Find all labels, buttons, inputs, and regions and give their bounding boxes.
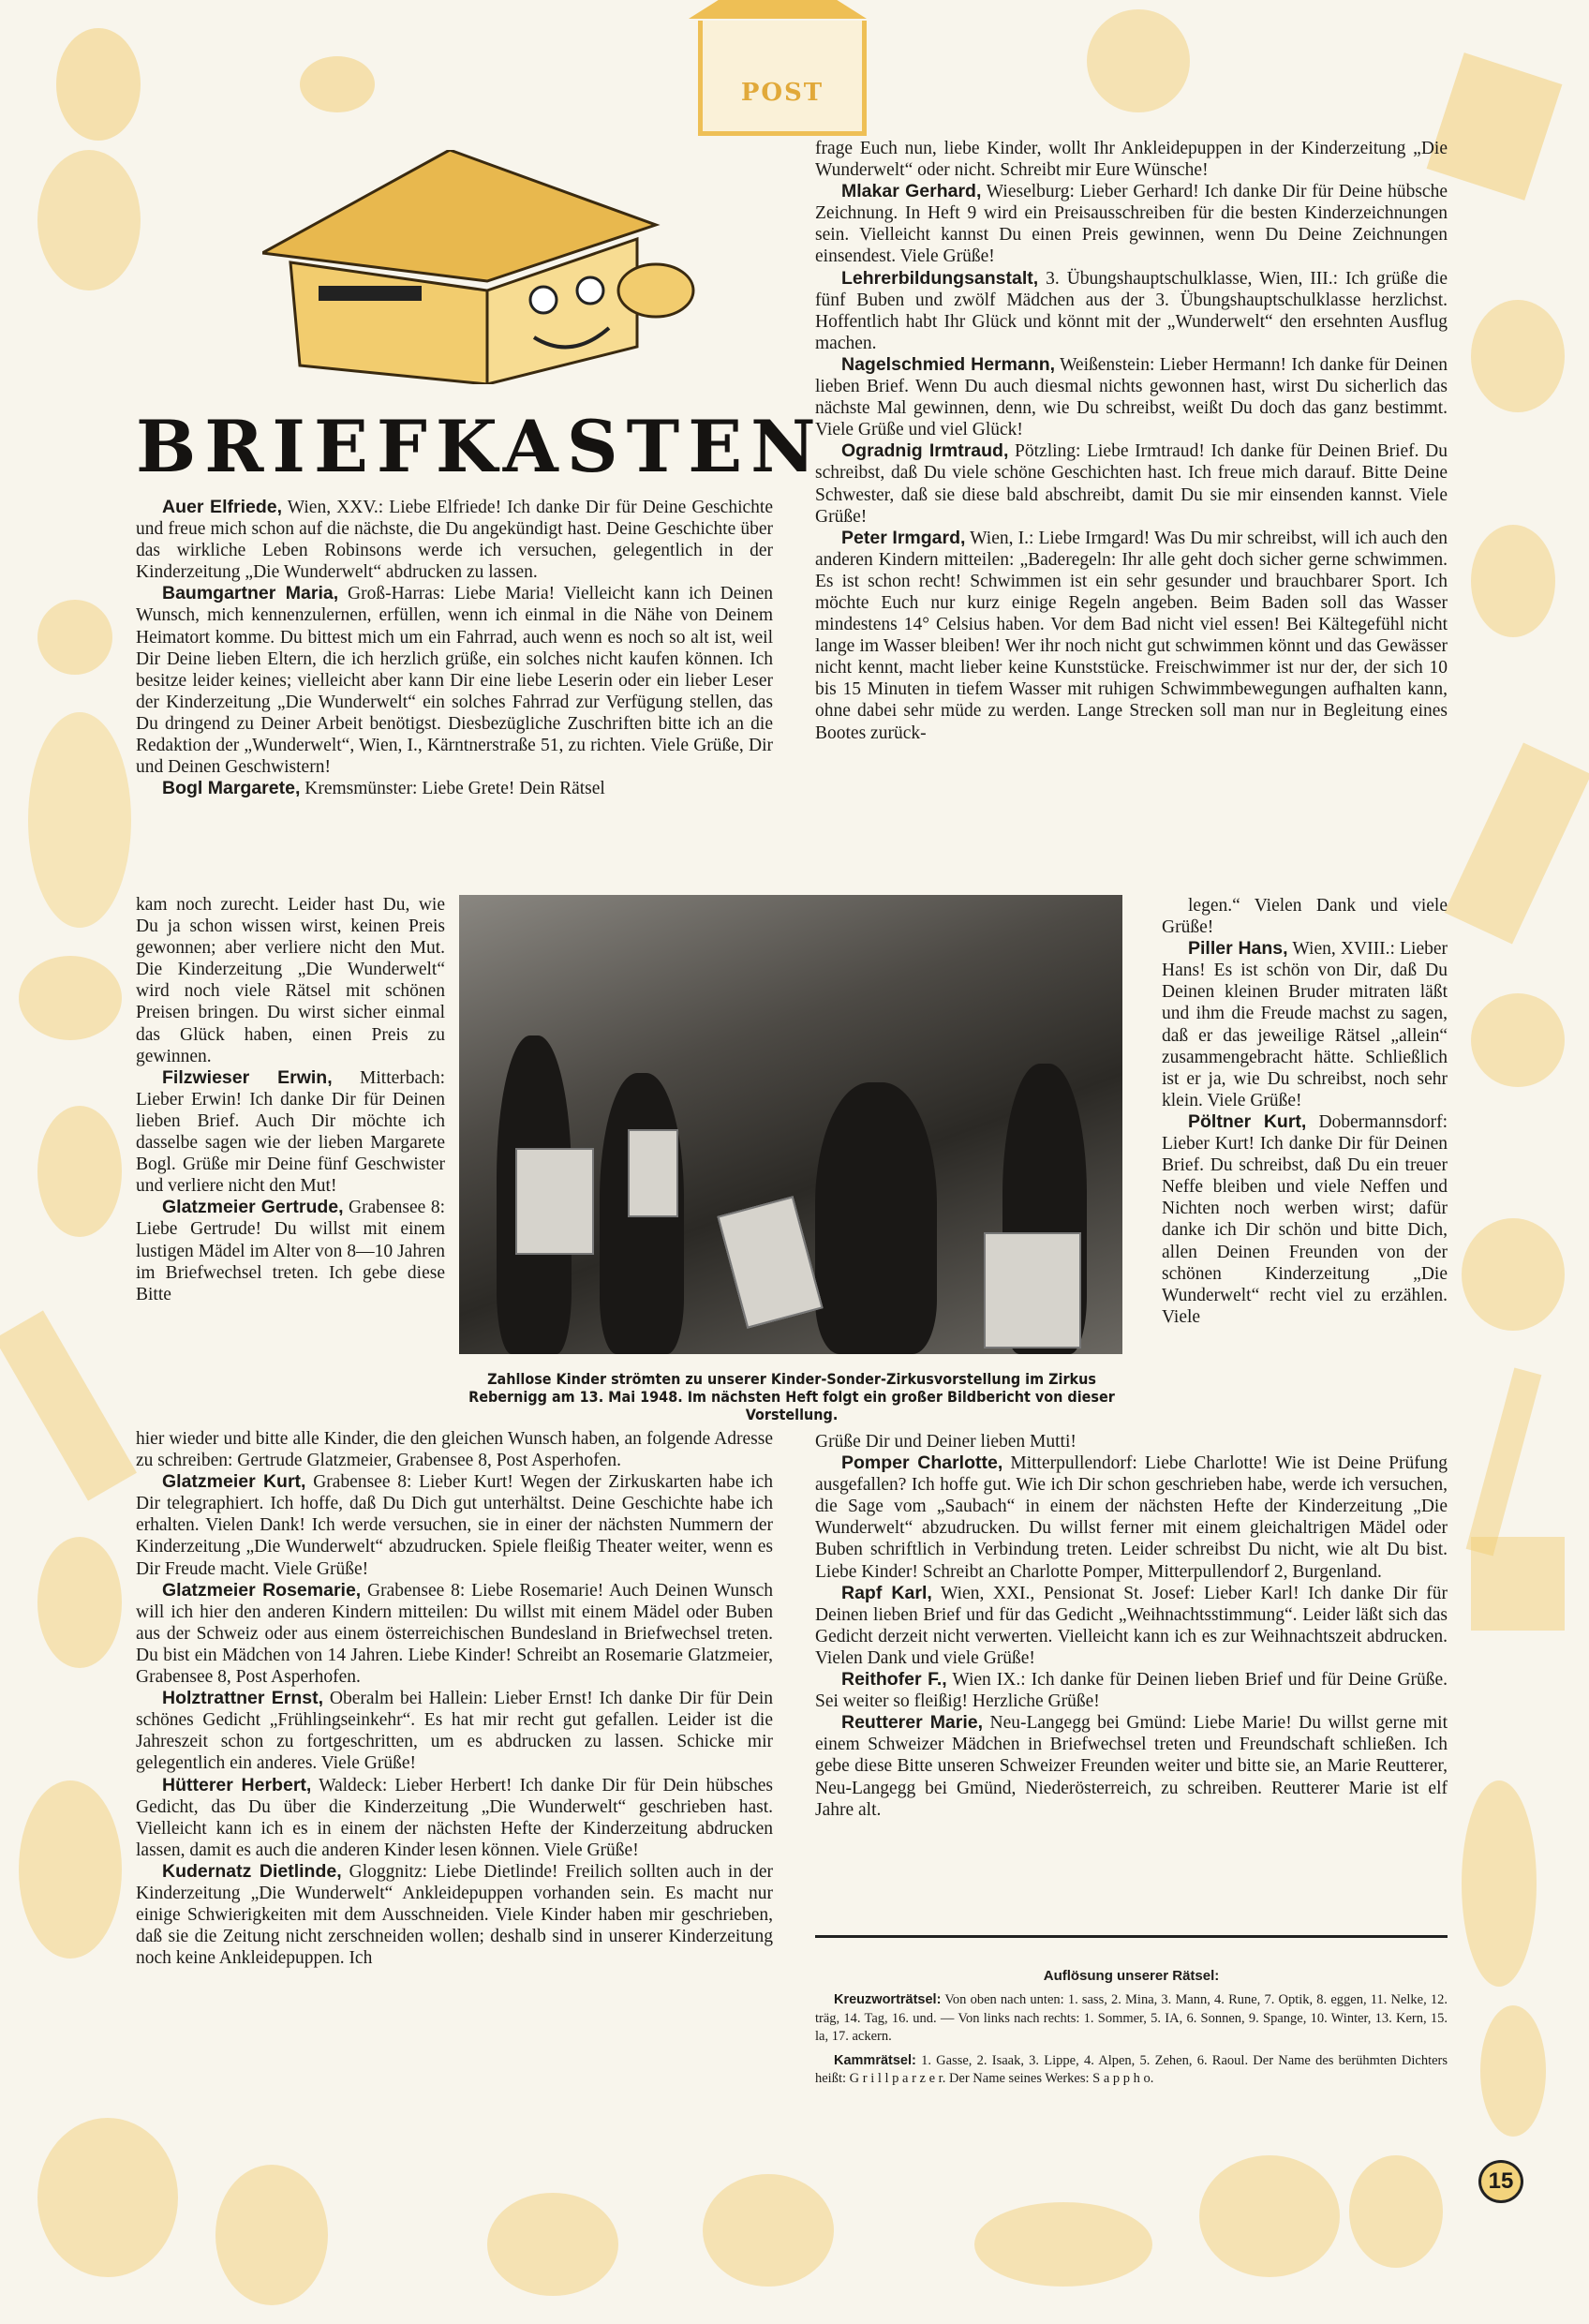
entry-text: kam noch zurecht. Leider hast Du, wie Du ja schon wissen wirst, keinen Preis gewonnen; aber verliere nicht den Mut. Die Kinderzeitung „Die Wunderwelt“ wird noch viele Rätsel mit schönen Preisen bringen. Du wirst sicher einmal das Glück haben, einen Preis zu gewinnen. bbox=[136, 895, 445, 1066]
entry-name: Holztrattner Ernst, bbox=[162, 1688, 324, 1709]
butterfly-icon bbox=[37, 2118, 178, 2277]
rooster-icon bbox=[37, 1106, 122, 1237]
entry-text: Wien IX.: Ich danke für Deinen lieben Brief und für Deine Grüße. Sei weiter so fleißig! Herzliche Grüße! bbox=[815, 1670, 1448, 1712]
entry-text: frage Euch nun, liebe Kinder, wollt Ihr Ankleidepuppen in der Kinderzeitung „Die Wunderwelt“ oder nicht. Schreibt mir Eure Wünsche! bbox=[815, 139, 1448, 181]
letter-entry bbox=[136, 1197, 445, 1304]
moon-icon bbox=[37, 150, 141, 290]
ant-icon bbox=[703, 2174, 834, 2287]
letter-entry bbox=[815, 1583, 1448, 1669]
entry-name: Kudernatz Dietlinde, bbox=[162, 1860, 342, 1882]
letter-entry bbox=[136, 497, 773, 583]
child-figure bbox=[815, 1082, 937, 1354]
stamp-icon bbox=[1471, 1537, 1565, 1631]
post-label: POST bbox=[740, 79, 824, 107]
circus-children-photo bbox=[459, 895, 1122, 1354]
entry-text: Grüße Dir und Deiner lieben Mutti! bbox=[815, 1432, 1077, 1452]
letter-entry bbox=[136, 1471, 773, 1579]
hedgehog-icon bbox=[1349, 2155, 1443, 2268]
right-column-bottom bbox=[815, 1431, 1448, 1821]
page-number: 15 bbox=[1478, 2160, 1523, 2203]
entry-name: Filzwieser Erwin, bbox=[162, 1066, 333, 1088]
scroll-icon bbox=[0, 1310, 137, 1500]
solution-text: 1. Gasse, 2. Isaak, 3. Lippe, 4. Alpen, 5. Zehen, 6. Raoul. Der Name des berühmten Dichters heißt: G r i l l p a r z e r. Der Name seines Werkes: S a p p h o. bbox=[815, 2052, 1448, 2086]
entry-name: Reutterer Marie, bbox=[841, 1712, 984, 1734]
letter-entry bbox=[815, 268, 1448, 354]
postbox-roof bbox=[689, 0, 867, 19]
entry-name: Nagelschmied Hermann, bbox=[841, 353, 1056, 375]
letter-entry bbox=[136, 778, 773, 799]
entry-name: Glatzmeier Kurt, bbox=[162, 1471, 306, 1493]
entry-name: Lehrerbildungsanstalt, bbox=[841, 267, 1039, 289]
entry-text: Wien, XVIII.: Lieber Hans! Es ist schön von Dir, daß Du Deinen kleinen Bruder mitraten läßt und ihm die Freude machst zu sagen, daß er das jeweilige Rätsel „allein“ zusammengebracht hätte. Schließlich ist er ja, wie Du schreibst, noch sehr klein. Viele Grüße! bbox=[1162, 939, 1448, 1110]
program-sheet bbox=[515, 1148, 594, 1255]
entry-text: Grabensee 8: Liebe Gertrude! Du willst mit einem lustigen Mädel im Alter von 8—10 Jahren im Briefwechsel treten. Ich gebe diese Bitte bbox=[136, 1198, 445, 1304]
entry-text: Neu-Langegg bei Gmünd: Liebe Marie! Du willst gerne mit einem Schweizer Mädchen in Briefwechsel treten und Freundschaft schließen. Ich gebe diese Bitte unseren Schweizer Freunden weiter und bitte sie, an Marie Reutterer, Neu-Langegg bei Gmünd, Niederösterreich, zu schreiben. Reutterer Marie ist elf Jahre alt. bbox=[815, 1713, 1448, 1820]
entry-text: Groß-Harras: Liebe Maria! Vielleicht kann ich Deinen Wunsch, mich kennenzulernen, erfüllen, wenn ich einmal in die Nähe von Deinem Heimatort komme. Du bittest mich um ein Fahrrad, auch wenn es noch so alt ist, weil Dir Deine lieben Eltern, die ich herzlich grüße, ein solches nicht kaufen können. Ich besitze leider keines; vielleicht aber kann Dir eine liebe Leserin oder ein lieber Leser der Kinderzeitung „Die Wunderwelt“ ein solches Fahrrad zur Verfügung stellen, das Du dringend zu Deiner Arbeit benötigst. Diesbezügliche Zuschriften bitte ich an die Redaktion der „Wunderwelt“, Wien, I., Kärntnerstraße 51, zu richten. Viele Grüße, Dir und Deinen Geschwistern! bbox=[136, 584, 773, 778]
letter-entry bbox=[1162, 938, 1448, 1111]
entry-text: Dobermannsdorf: Lieber Kurt! Ich danke Dir für Deinen Brief. Du schreibst, daß Du ein treuer Neffe bleiben und viele Neffen und Nichten noch werben wirst; dafür danke ich Dir schön und bitte Dich, allen Deinen Freunden von der schönen Kinderzeitung „Die Wunderwelt“ recht viel zu erzählen. Viele bbox=[1162, 1111, 1448, 1327]
letter-entry bbox=[136, 1861, 773, 1969]
right-column-narrow bbox=[1162, 895, 1448, 1328]
entry-text: Wieselburg: Lieber Gerhard! Ich danke Dir für Deine hübsche Zeichnung. In Heft 9 wird ein Preisausschreiben für die besten Kinderzeichnungen sein. Vielleicht kannst Du einen Preis gewinnen, wenn Du Deine Zeichnungen einsendest. Viele Grüße! bbox=[815, 182, 1448, 267]
entry-name: Pöltner Kurt, bbox=[1188, 1110, 1307, 1132]
letter-entry bbox=[815, 1669, 1448, 1712]
pencils-icon bbox=[1444, 742, 1589, 944]
letter-entry bbox=[136, 1428, 773, 1471]
left-column-top bbox=[136, 497, 773, 799]
entry-text: Pötzling: Liebe Irmtraud! Ich danke für Deinen Brief. Du schreibst, daß Du viele schöne Geschichten hast. Ich freue mich darauf. Bitte Deine Schwester, daß sie diese bald abschreibt, damit Du sie mir einsenden kannst. Viele Grüße! bbox=[815, 441, 1448, 527]
dwarf-icon bbox=[19, 1780, 122, 1959]
solutions-heading: Auflösung unserer Rätsel: bbox=[1043, 1968, 1220, 1984]
entry-name: Mlakar Gerhard, bbox=[841, 181, 982, 202]
letter-entry bbox=[136, 1580, 773, 1688]
ruler-icon bbox=[1466, 1368, 1542, 1557]
left-column-narrow bbox=[136, 894, 445, 1305]
mouse-icon bbox=[300, 56, 375, 112]
entry-text: Weißenstein: Lieber Hermann! Ich danke für Deinen lieben Brief. Wenn Du auch diesmal nichts gewonnen hast, wirst Du sicherlich das nächste Mal gewinnen, denn, wie Du schreibst, weißt Du doch das ganz bestimmt. Viele Grüße und viel Glück! bbox=[815, 354, 1448, 440]
letter-entry bbox=[815, 181, 1448, 267]
left-column-bottom bbox=[136, 1428, 773, 1969]
program-sheet bbox=[717, 1196, 823, 1329]
duck-icon bbox=[1462, 1218, 1565, 1331]
entry-text: Grabensee 8: Liebe Rosemarie! Auch Deinen Wunsch will ich hier den anderen Kindern mitteilen: Du willst mit einem Mädel oder Buben aus der Schweiz oder aus einem österreichischen Bundesland in Briefwechsel treten. Du bist ein Mädchen von 14 Jahren. Liebe Kinder! Schreibt an Rosemarie Glatzmeier, Grabensee 8, Post Asperhofen. bbox=[136, 1580, 773, 1688]
entry-name: Peter Irmgard, bbox=[841, 527, 966, 548]
photo-caption: Zahllose Kinder strömten zu unserer Kinder-Sonder-Zirkusvorstellung im Zirkus Rebernigg am 13. Mai 1948. Im nächsten Heft folgt ein großer Bildbericht von dieser Vorstellung. bbox=[468, 1370, 1115, 1423]
program-sheet bbox=[628, 1129, 678, 1217]
wheelbarrow-icon bbox=[1199, 2155, 1340, 2277]
penguin-icon bbox=[1480, 2005, 1546, 2137]
entry-name: Pomper Charlotte, bbox=[841, 1452, 1003, 1474]
entry-name: Auer Elfriede, bbox=[162, 497, 283, 517]
entry-text: hier wieder und bitte alle Kinder, die den gleichen Wunsch haben, an folgende Adresse zu schreiben: Gertrude Glatzmeier, Grabensee 8, Post Asperhofen. bbox=[136, 1429, 773, 1471]
solution-entry bbox=[815, 2052, 1448, 2089]
postbox-illustration bbox=[698, 21, 867, 136]
solution-name: Kreuzworträtsel: bbox=[834, 1992, 942, 2007]
letter-entry bbox=[815, 1712, 1448, 1820]
snail-icon bbox=[1087, 9, 1190, 112]
entry-text: Oberalm bei Hallein: Lieber Ernst! Ich danke Dir für Dein schönes Gedicht „Frühlingseinkehr“. Es hat mir recht gut gefallen. Leider ist die Jahreszeit schon zu fortgeschritten, um es abdrucken zu lassen. Schicke mir gelegentlich ein anderes. Viele Grüße! bbox=[136, 1689, 773, 1774]
entry-text: legen.“ Vielen Dank und viele Grüße! bbox=[1162, 896, 1448, 938]
letter-entry bbox=[136, 1688, 773, 1774]
entry-name: Glatzmeier Gertrude, bbox=[162, 1197, 344, 1218]
entry-name: Piller Hans, bbox=[1188, 938, 1288, 960]
entry-text: Mitterpullendorf: Liebe Charlotte! Wie ist Deine Prüfung ausgefallen? Ich hoffe gut. Wie ich Dir schon geschrieben habe, werde ich versuchen, die Sage vom „Saubach“ in einem der nächsten Hefte der Kinderzeitung „Die Wunderwelt“ abzudrucken. Du willst ferner mit einem gleichaltrigen Mädel oder Buben schriftlich in Verbindung treten. Leider schreibst Du nicht, wie alt Du bist. Liebe Kinder! Schreibt an Charlotte Pomper, Mitterpullendorf 2, Burgenland. bbox=[815, 1453, 1448, 1582]
letter-entry bbox=[136, 1067, 445, 1198]
entry-name: Ogradnig Irmtraud, bbox=[841, 440, 1009, 462]
grasshopper-icon bbox=[974, 2202, 1152, 2287]
solution-name: Kammrätsel: bbox=[834, 2052, 916, 2068]
letter-entry bbox=[815, 440, 1448, 527]
inkpot-icon bbox=[37, 600, 112, 675]
divider bbox=[815, 1935, 1448, 1938]
entry-name: Reithofer F., bbox=[841, 1669, 947, 1691]
bee-icon bbox=[487, 2193, 618, 2296]
program-sheet bbox=[984, 1232, 1081, 1348]
beetle-icon bbox=[215, 2165, 328, 2305]
frog-icon bbox=[28, 712, 131, 928]
letter-entry bbox=[815, 354, 1448, 440]
entry-text: Wien, XXI., Pensionat St. Josef: Lieber Karl! Ich danke Dir für Deinen lieben Brief und für das Gedicht „Weihnachtsstimmung“. Leider läßt sich das Gedicht derzeit nicht verwerten. Vielleicht kann ich es zur Weihnachtszeit abdrucken. Vielen Dank und viele Grüße! bbox=[815, 1583, 1448, 1668]
entry-name: Bogl Margarete, bbox=[162, 778, 301, 799]
entry-text: Gloggnitz: Liebe Dietlinde! Freilich sollten auch in der Kinderzeitung „Die Wunderwelt“ Ankleidepuppen vorhanden sein. Es macht nur einige Schwierigkeiten mit dem Ausschneiden. Viele Kinder haben mir geschrieben, daß sie die Zeitung nicht zerschneiden wollen; deshalb sind in unserer Kinderzeitung noch keine Ankleidepuppen. Ich bbox=[136, 1861, 773, 1969]
solution-entry bbox=[815, 1991, 1448, 2047]
horn-icon bbox=[1471, 993, 1565, 1087]
riddle-solutions bbox=[815, 1968, 1448, 2094]
entry-text: 3. Übungshauptschulklasse, Wien, III.: Ich grüße die fünf Buben und zwölf Mädchen aus der 3. Übungshauptschulklasse herzlichst. Hoffentlich habt Ihr Glück und könnt mit der „Wunderwelt“ den ersehnten Ausflug machen. bbox=[815, 268, 1448, 353]
entry-text: Kremsmünster: Liebe Grete! Dein Rätsel bbox=[300, 779, 605, 799]
cheese-icon bbox=[19, 956, 122, 1040]
page-title: BRIEFKASTEN bbox=[136, 405, 824, 488]
letter-entry bbox=[136, 894, 445, 1067]
entry-text: Wien, I.: Liebe Irmgard! Was Du mir schreibst, will ich auch den anderen Kindern mitteilen: „Baderegeln: Ihr alle geht doch sicher gerne schwimmen. Es ist schon recht! Schwimmen ist ein sehr gesunder und brauchbarer Sport. Ich möchte Euch nur kurz einige Regeln angeben. Beim Baden soll das Wasser mindestens 14° Celsius haben. Vor dem Bad nicht viel essen! Bei Kältegefühl nicht lange im Wasser bleiben! Wer ihr noch nicht gut schwimmen könnt und das Gewässer nicht kennt, macht lieber keine Kunststücke. Freischwimmer ist nur der, der sich 10 bis 15 Minuten in tiefem Wasser mit ruhigen Schwimmbewegungen aufhalten kann, ohne dabei sehr müde zu werden. Lange Strecken soll man nur in Begleitung eines Bootes zurück- bbox=[815, 528, 1448, 743]
seal-stamp-icon bbox=[1462, 1780, 1537, 1987]
letter-entry bbox=[815, 528, 1448, 744]
letter-entry bbox=[815, 138, 1448, 181]
entry-name: Hütterer Herbert, bbox=[162, 1774, 312, 1795]
letter-entry bbox=[815, 1431, 1448, 1452]
letter-entry bbox=[136, 1775, 773, 1861]
fox-icon bbox=[37, 1537, 122, 1668]
letter-entry bbox=[1162, 1111, 1448, 1328]
right-column-top bbox=[815, 138, 1448, 744]
entry-name: Glatzmeier Rosemarie, bbox=[162, 1579, 362, 1601]
gnome-icon bbox=[56, 28, 141, 141]
entry-name: Baumgartner Maria, bbox=[162, 583, 339, 604]
entry-text: Waldeck: Lieber Herbert! Ich danke Dir für Dein hübsches Gedicht, das Du über die Kinderzeitung „Die Wunderwelt“ geschrieben hast. Vielleicht kann ich es in einem der nächsten Hefte der Kinderzeitung abdrucken lassen, damit es auch die anderen Kinder lesen können. Viele Grüße! bbox=[136, 1775, 773, 1860]
letter-entry bbox=[815, 1452, 1448, 1583]
teddy-bear-icon bbox=[1471, 300, 1565, 412]
letter-entry bbox=[1162, 895, 1448, 938]
entry-text: Wien, XXV.: Liebe Elfriede! Ich danke Dir für Deine Geschichte und freue mich schon auf die nächste, die Du angekündigt hast. Deine Geschichte über das wirkliche Leben Robinsons werde ich versuchen, gelegentlich in der Kinderzeitung „Die Wunderwelt“ abdrucken zu lassen. bbox=[136, 498, 773, 583]
solution-text: Von oben nach unten: 1. sass, 2. Mina, 3. Mann, 4. Rune, 7. Optik, 8. eggen, 11. Nelke, 12. träg, 14. Tag, 16. und. — Von links nach rechts: 1. Sommer, 5. IA, 6. Sonnen, 9. Spange, 10. Winter, 13. Kern, 15. la, 17. ackern. bbox=[815, 1992, 1448, 2044]
squirrel-icon bbox=[1471, 525, 1555, 637]
entry-name: Rapf Karl, bbox=[841, 1582, 932, 1603]
entry-text: Grabensee 8: Lieber Kurt! Wegen der Zirkuskarten habe ich Dir telegraphiert. Ich hoffe, daß Du Dich gut unterhältst. Deine Geschichte habe ich erhalten. Vielen Dank! Ich werde versuchen, sie in einer der nächsten Nummern der Kinderzeitung „Die Wunderwelt“ abzudrucken. Spiele fleißig Theater weiter, wenn es Dir Freude macht. Viele Grüße! bbox=[136, 1472, 773, 1579]
entry-text: Mitterbach: Lieber Erwin! Ich danke Dir für Deinen lieben Brief. Auch Dir möchte ich dasselbe sagen wie der lieben Margarete Bogl. Grüße mir Deine fünf Geschwister und verliere nicht den Mut! bbox=[136, 1067, 446, 1197]
mailbox-house-illustration bbox=[262, 150, 712, 384]
letter-entry bbox=[136, 583, 773, 778]
